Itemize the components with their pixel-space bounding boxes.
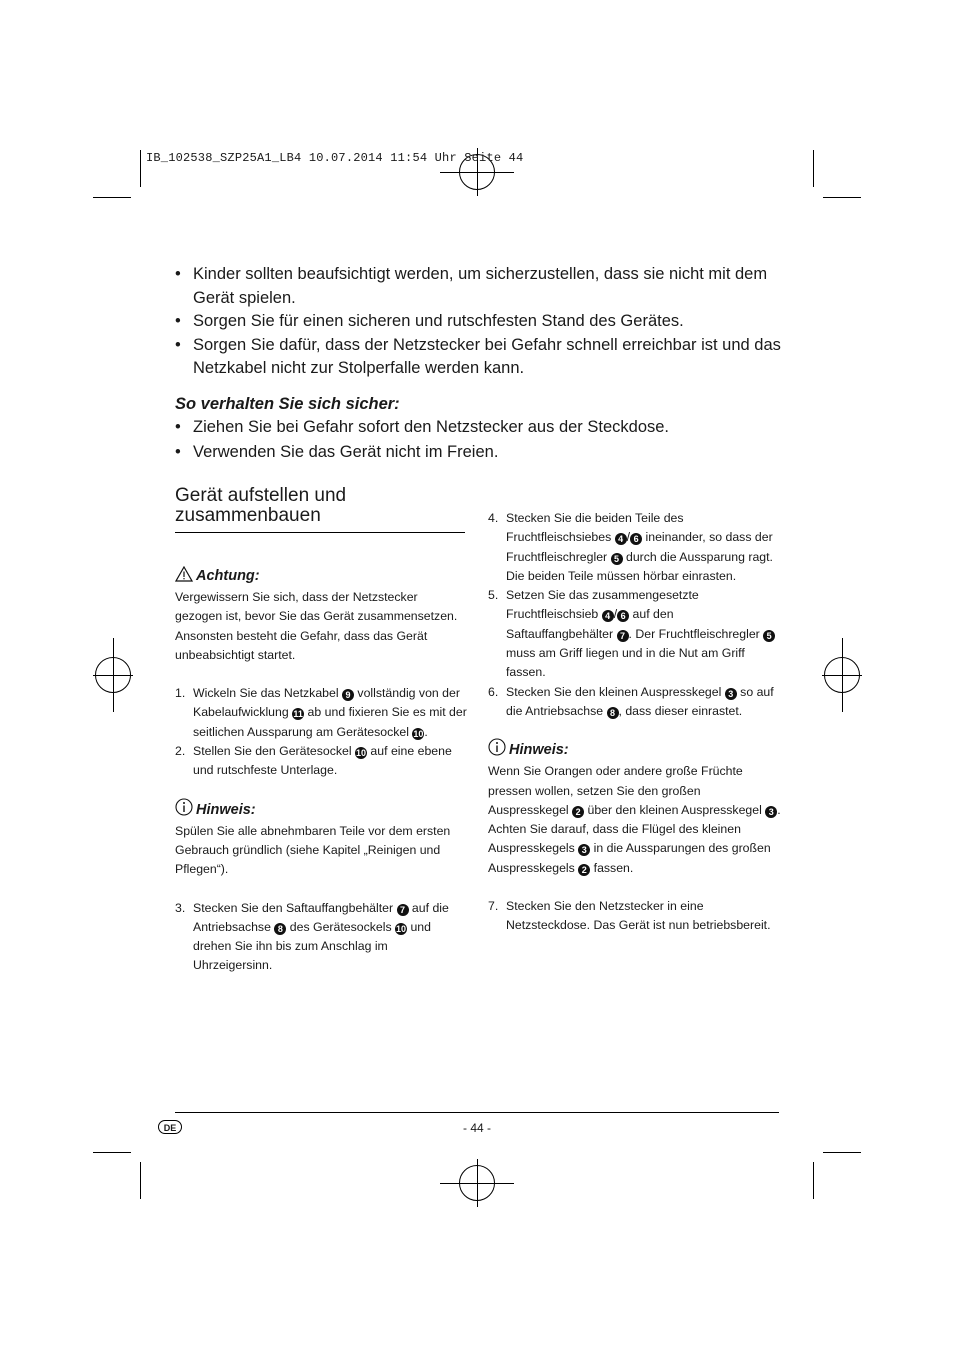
title-divider [175,532,465,533]
crop-mark [823,197,861,198]
footer-divider [175,1112,779,1113]
part-number-icon: 4 [602,610,614,622]
part-number-icon: 2 [572,806,584,818]
note-text: Spülen Sie alle abnehmbaren Teile vor dem ersten Gebrauch gründlich (siehe Kapitel „Reinigen und Pflegen“). [175,823,451,877]
part-number-icon: 8 [607,707,619,719]
part-number-icon: 3 [725,688,737,700]
part-number-icon: 10 [396,923,407,934]
part-number-icon: 10 [413,728,424,739]
behave-heading: So verhalten Sie sich sicher: [175,394,400,413]
crop-mark [93,1152,131,1153]
safety-bullet: • Sorgen Sie für einen sicheren und rutschfesten Stand des Gerätes. [175,310,785,334]
part-number-icon: 7 [397,904,409,916]
crop-mark [93,197,131,198]
warning-heading: Achtung: [196,568,260,584]
part-number-icon: 6 [617,610,629,622]
crop-mark [140,150,141,187]
part-number-icon: 11 [293,709,303,720]
part-number-icon: 4 [615,533,627,545]
part-number-icon: 3 [578,844,590,856]
print-slug: IB_102538_SZP25A1_LB4 10.07.2014 11:54 Uhr Seite 44 [146,151,524,165]
note-heading-row [488,738,781,762]
part-number-icon: 5 [763,630,775,642]
part-number-icon: 7 [617,630,629,642]
warning-triangle-icon [175,566,193,588]
part-number-icon: 3 [765,806,777,818]
note-heading: Hinweis: [509,742,569,759]
note-text: Wenn Sie Orangen oder andere große Früchte pressen wollen, setzen Sie den großen Auspresskegel 2 über den kleinen Auspresskegel 3 . Achten Sie darauf, dass die Flügel des kleinen Auspresskegels 3 in die Aussparungen des großen Auspresskegels 2 fassen. [488,764,781,875]
section-title: Gerät aufstellen und zusammenbauen [175,485,347,526]
safety-bullet: • Kinder sollten beaufsichtigt werden, um sicherzustellen, dass sie nicht mit dem Gerät spielen. [175,263,785,310]
step-2: 2. Stellen Sie den Gerätesockel 10 auf eine ebene und rutschfeste Unterlage. [175,744,452,778]
behave-bullet: • Verwenden Sie das Gerät nicht im Freien. [175,441,785,465]
crop-mark [140,1162,141,1199]
crop-mark [813,1162,814,1199]
left-column [175,566,468,976]
note-heading-row [175,798,468,822]
crop-mark [813,150,814,187]
warning-text: Vergewissern Sie sich, dass der Netzstecker gezogen ist, bevor Sie das Gerät zusammensetzen. Ansonsten besteht die Gefahr, dass das Gerät unbeabsichtigt startet. [175,590,458,662]
step-1: 1. Wickeln Sie das Netzkabel 9 vollständig von der Kabelaufwicklung 11 ab und fixieren Sie es mit der seitlichen Aussparung am Gerätesockel 10. [175,686,467,739]
crop-mark [823,1152,861,1153]
language-badge: DE [158,1120,182,1134]
step-3: 3. Stecken Sie den Saftauffangbehälter 7 auf die Antriebsachse 8 des Gerätesockels 10 und drehen Sie ihn bis zum Anschlag im Uhrzeigersinn. [175,900,449,973]
safety-list [175,263,785,464]
part-number-icon: 9 [342,689,354,701]
part-number-icon: 5 [611,553,623,565]
page-number: - 44 - [462,1121,491,1135]
right-column [488,509,781,936]
step-5: 5. Setzen Sie das zusammengesetzte Fruchtfleischsieb 4 / 6 auf den Saftauffangbehälter 7 . Der Fruchtfleischregler 5 muss am Griff liegen und in die Nut am Griff fassen. [488,586,781,682]
step-4: 4. Stecken Sie die beiden Teile des Fruchtfleischsiebes 4 / 6 ineinander, so dass der Fruchtfleischregler 5 durch die Aussparung ragt. Die beiden Teile müssen hörbar einrasten. [488,511,773,583]
info-icon [488,738,506,762]
safety-bullet: • Sorgen Sie dafür, dass der Netzstecker bei Gefahr schnell erreichbar ist und das Netzkabel nicht zur Stolperfalle werden kann. [175,334,785,381]
note-heading: Hinweis: [196,801,256,818]
behave-bullet: • Ziehen Sie bei Gefahr sofort den Netzstecker aus der Steckdose. [175,416,785,440]
info-icon [175,798,193,822]
part-number-icon: 8 [274,923,286,935]
part-number-icon: 6 [630,533,642,545]
part-number-icon: 10 [356,748,367,759]
warning-heading-row [175,566,468,588]
step-7: 7. Stecken Sie den Netzstecker in eine Netzsteckdose. Das Gerät ist nun betriebsbereit. [488,899,771,933]
part-number-icon: 2 [578,864,590,876]
step-6: 6. Stecken Sie den kleinen Auspresskegel 3 so auf die Antriebsachse 8 , dass dieser einrastet. [488,684,774,718]
